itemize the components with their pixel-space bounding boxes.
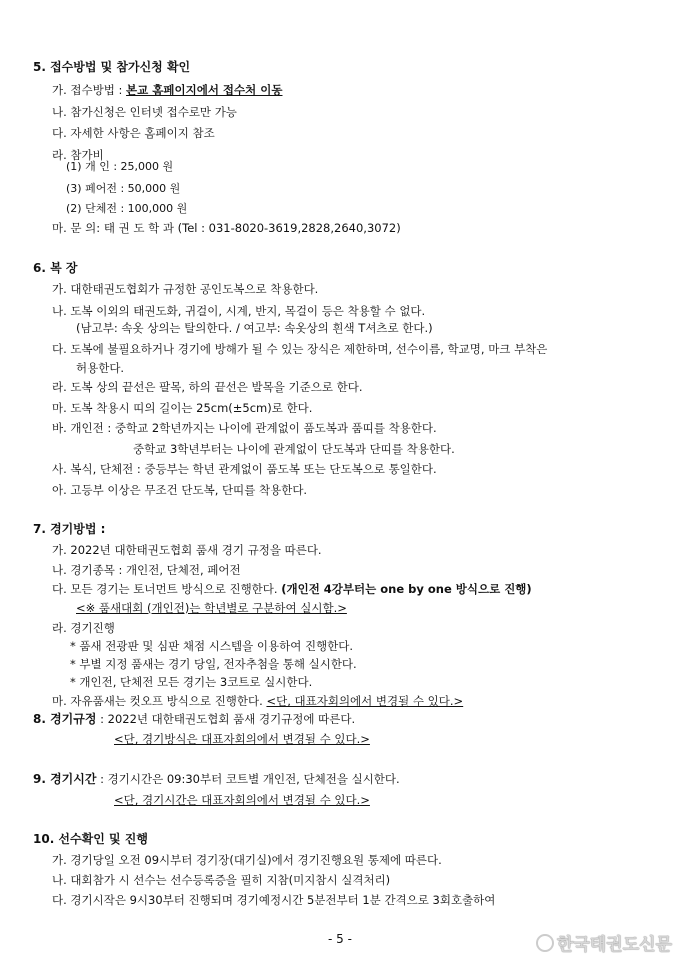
s9-text: : 경기시간은 09:30부터 코트별 개인전, 단체전을 실시한다. [96,772,400,786]
watermark [536,930,672,955]
section-9 [33,772,400,787]
s5-item-na: 나. 참가신청은 인터넷 접수로만 가능 [52,105,237,119]
s6-item-na-note: (남고부: 속옷 상의는 탈의한다. / 여고부: 속옷상의 흰색 T셔츠로 한다.) [76,321,433,335]
s5-fee-individual: (1) 개 인 : 25,000 원 [66,160,174,173]
section-8-title: 8. 경기규정 [33,712,97,726]
s6-item-ga: 가. 대한태권도협회가 규정한 공인도복으로 착용한다. [52,282,319,296]
s7-ma-note: <단, 대표자회의에서 변경될 수 있다.> [266,694,464,708]
s10-item-da: 다. 경기시작은 9시30부터 진행되며 경기예정시간 5분전부터 1분 간격으로 3회호출하여 [52,893,496,907]
section-5-title: 5. 접수방법 및 참가신청 확인 [33,60,191,74]
section-10-title: 10. 선수확인 및 진행 [33,832,148,846]
s8-note: <단, 경기방식은 대표자회의에서 변경될 수 있다.> [114,732,370,746]
s6-item-ma: 마. 도복 착용시 띠의 길이는 25cm(±5cm)로 한다. [52,401,313,415]
s6-item-a: 아. 고등부 이상은 무조건 단도복, 단띠를 착용한다. [52,483,308,497]
s5-item-ga [52,83,282,98]
s7-item-ra: 라. 경기진행 [52,621,115,635]
section-8 [33,712,355,727]
s5-item-ma: 마. 문 의: 태 권 도 학 과 (Tel : 031-8020-3619,2828,2640,3072) [52,221,401,235]
s5-fee-team: (2) 단체전 : 100,000 원 [66,202,188,215]
s5-item-da: 다. 자세한 사항은 홈페이지 참조 [52,126,215,140]
s6-item-ba-line2: 중학교 3학년부터는 나이에 관계없이 단도복과 단띠를 착용한다. [133,442,455,456]
s8-text: : 2022년 대한태권도협회 품새 경기규정에 따른다. [96,712,356,726]
section-7-title: 7. 경기방법 : [33,522,106,536]
section-9-title: 9. 경기시간 [33,772,97,786]
s6-item-da-line1: 다. 도복에 불필요하거나 경기에 방해가 될 수 있는 장식은 제한하며, 선수이름, 학교명, 마크 부착은 [52,342,548,356]
s7-ma-text: 마. 자유품새는 컷오프 방식으로 진행한다. [52,694,267,708]
s7-item-na: 나. 경기종목 : 개인전, 단체전, 페어전 [52,563,241,577]
s6-item-na: 나. 도복 이외의 태권도화, 귀걸이, 시계, 반지, 목걸이 등은 착용할 수 없다. [52,304,426,318]
s7-item-ma [52,694,463,709]
watermark-logo-icon [536,934,554,952]
s5-ga-link[interactable]: 본교 홈페이지에서 접수처 이동 [126,83,283,97]
s6-item-ba-line1: 바. 개인전 : 중학교 2학년까지는 나이에 관계없이 품도복과 품띠를 착용한다. [52,421,437,435]
s7-da-text: 다. 모든 경기는 토너먼트 방식으로 진행한다. [52,582,282,596]
s7-bullet-3: * 개인전, 단체전 모든 경기는 3코트로 실시한다. [70,675,313,689]
s6-item-ra: 라. 도복 상의 끝선은 팔목, 하의 끝선은 발목을 기준으로 한다. [52,380,363,394]
s9-note: <단, 경기시간은 대표자회의에서 변경될 수 있다.> [114,793,370,807]
s6-item-da-line2: 허용한다. [76,361,125,375]
watermark-text: 한국태권도신문 [557,935,672,955]
section-6-title: 6. 복 장 [33,261,78,275]
s7-item-da [52,582,532,597]
s6-item-sa: 사. 복식, 단체전 : 중등부는 학년 관계없이 품도복 또는 단도복으로 통일한다. [52,462,437,476]
s10-item-ga: 가. 경기당일 오전 09시부터 경기장(대기실)에서 경기진행요원 통제에 따른다. [52,853,442,867]
s5-fee-pair: (3) 페어전 : 50,000 원 [66,182,181,195]
s7-bullet-1: * 품새 전광판 및 심판 채점 시스템을 이용하여 진행한다. [70,639,354,653]
page-number: - 5 - [328,932,352,946]
s5-item-ra: 라. 참가비 [52,148,104,162]
s10-item-na: 나. 대회참가 시 선수는 선수등록증을 필히 지참(미지참시 실격처리) [52,873,391,887]
s7-da-bold: (개인전 4강부터는 one by one 방식으로 진행) [281,582,532,596]
s5-ga-prefix: 가. 접수방법 : [52,83,127,97]
s7-item-ga: 가. 2022년 대한태권도협회 품새 경기 규정을 따른다. [52,543,322,557]
s7-item-da-note: <※ 품새대회 (개인전)는 학년별로 구분하여 실시함.> [76,601,347,615]
s7-bullet-2: * 부별 지정 품새는 경기 당일, 전자추첨을 통해 실시한다. [70,657,357,671]
